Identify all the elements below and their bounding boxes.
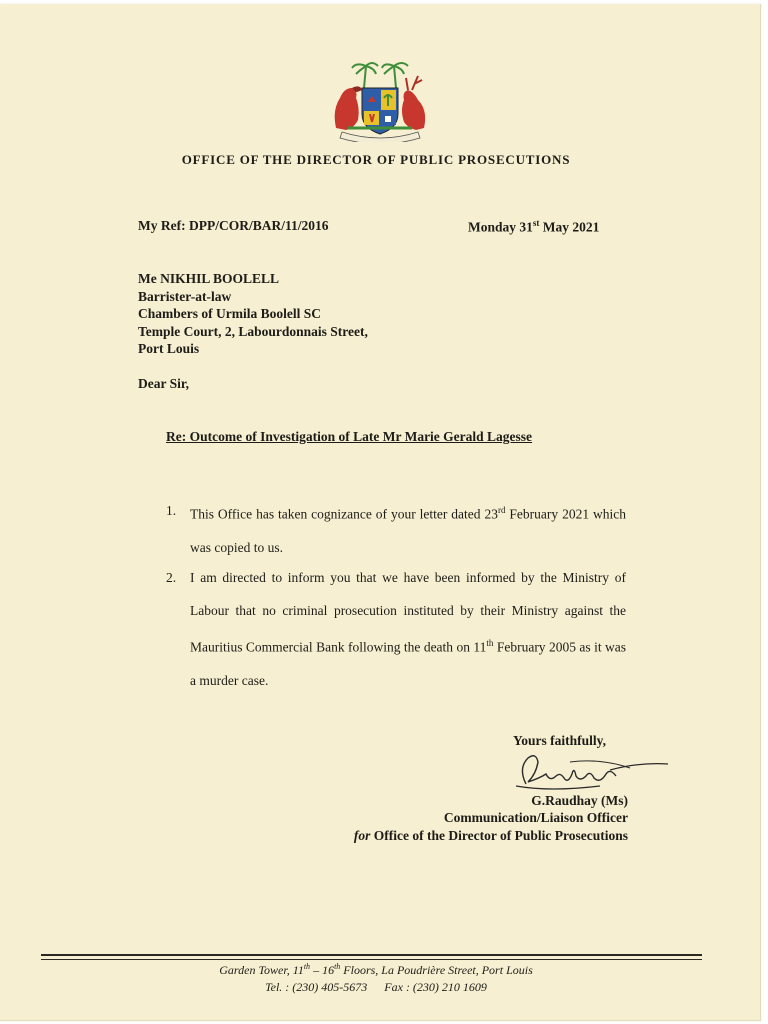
signer-office: for Office of the Director of Public Prosecutions [353,828,628,843]
recipient-line-2: Temple Court, 2, Labourdonnais Street, [138,323,368,339]
office-title: OFFICE OF THE DIRECTOR OF PUBLIC PROSECUTIONS [181,152,571,167]
footer-tel: Tel. : (230) 405-5673 [265,980,368,994]
recipient-line-1: Chambers of Urmila Boolell SC [138,306,321,321]
footer-fax: Fax : (230) 210 1609 [384,980,487,994]
footer-divider [41,954,702,956]
paragraph-number: 2. [166,570,177,585]
letter-date: Monday 31st May 2021 [468,218,600,235]
paragraph-2 [166,561,626,697]
coat-of-arms-icon [326,58,434,142]
footer-contact [0,980,752,995]
paragraph-number: 1. [166,503,177,518]
salutation: Dear Sir, [138,376,190,391]
paragraph-text: This Office has taken cognizance of your letter dated 23rd February 2021 which was copied to us. [190,505,626,555]
signer-title: Communication/Liaison Officer [443,810,628,825]
recipient-line-3: Port Louis [138,341,200,356]
reference-number: My Ref: DPP/COR/BAR/11/2016 [138,218,329,233]
subject-line: Re: Outcome of Investigation of Late Mr Marie Gerald Lagesse [166,429,533,444]
recipient-title: Barrister-at-law [138,288,232,304]
closing: Yours faithfully, [513,733,607,748]
paragraph-text: I am directed to inform you that we have been informed by the Ministry of Labour that no criminal prosecution instituted by their Ministry against the Mauritius Commercial Bank following the death on 11th February 2005 as it was a murder case. [190,570,626,688]
paragraph-1 [166,494,626,564]
letter-page [0,4,761,1021]
signer-name: G.Raudhay (Ms) [531,793,628,808]
footer-address: Garden Tower, 11th – 16th Floors, La Poudrière Street, Port Louis [219,962,533,977]
recipient-name: Me NIKHIL BOOLELL [138,271,280,286]
handwritten-signature-icon [510,748,670,794]
recipient-address [138,270,368,358]
footer-divider [41,959,702,960]
